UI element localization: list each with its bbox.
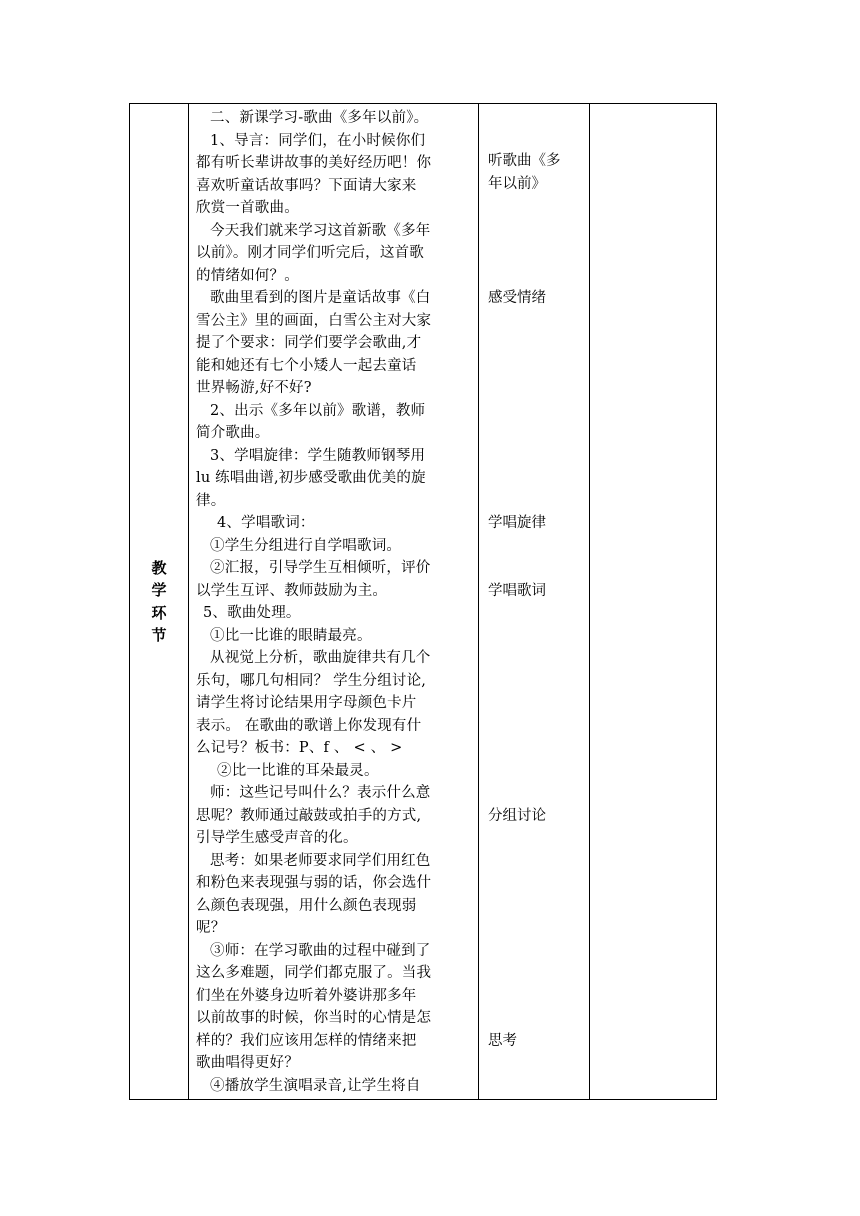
section-label: 教 学 环 节 <box>151 558 167 644</box>
lesson-plan-table <box>129 103 717 1100</box>
activity-group-discussion: 分组讨论 <box>488 808 546 824</box>
student-activity <box>479 104 589 1099</box>
activity-listen-line1: 听歌曲《多 <box>488 153 561 169</box>
teaching-content: 二、新课学习-歌曲《多年以前》。 1、导言：同学们，在小时候你们 都有听长辈讲故事的美好经历吧！你 喜欢听童话故事吗？下面请大家来 欣赏一首歌曲。 今天我们就来学习这首新歌《多年 以前》。刚才同学们听完后，这首歌 的情绪如何？。 歌曲里看到的图片是童话故事《白 雪公主》里的画面，白雪公主对大家 提了个要求：同学们要学会歌曲,才 能和她还有七个小矮人一起去童话 世界畅游,好不好? 2、出示《多年以前》歌谱，教师 简介歌曲。 3、学唱旋律：学生随教师钢琴用 lu 练唱曲谱,初步感受歌曲优美的旋 律。 4、学唱歌词： ①学生分组进行自学唱歌词。 ②汇报，引导学生互相倾听，评价 以学生互评、教师鼓励为主。 5、歌曲处理。 ①比一比谁的眼睛最亮。 从视觉上分析，歌曲旋律共有几个 乐句，哪几句相同？ 学生分组讨论, 请学生将讨论结果用字母颜色卡片 表示。 在歌曲的歌谱上你发现有什 么记号？板书：P、f 、 < 、 > ②比一比谁的耳朵最灵。 师：这些记号叫什么？表示什么意 思呢？教师通过敲鼓或拍手的方式, 引导学生感受声音的化。 思考：如果老师要求同学们用红色 和粉色来表现强与弱的话，你会选什 么颜色表现强，用什么颜色表现弱 呢？ ③师：在学习歌曲的过程中碰到了 这么多难题，同学们都克服了。当我 们坐在外婆身边听着外婆讲那多年 以前故事的时候，你当时的心情是怎 样的？我们应该用怎样的情绪来把 歌曲唱得更好？ ④播放学生演唱录音,让学生将自 <box>196 110 432 1094</box>
section-label-cell <box>130 104 189 1100</box>
activity-feel-emotion: 感受情绪 <box>488 290 546 306</box>
student-activity-cell <box>479 104 590 1100</box>
activity-listen-line2: 年以前》 <box>488 176 546 192</box>
teaching-content-cell <box>189 104 479 1100</box>
activity-learn-lyrics: 学唱歌词 <box>488 583 546 599</box>
notes-cell <box>590 104 717 1100</box>
activity-learn-melody: 学唱旋律 <box>488 515 546 531</box>
activity-think: 思考 <box>488 1033 517 1049</box>
